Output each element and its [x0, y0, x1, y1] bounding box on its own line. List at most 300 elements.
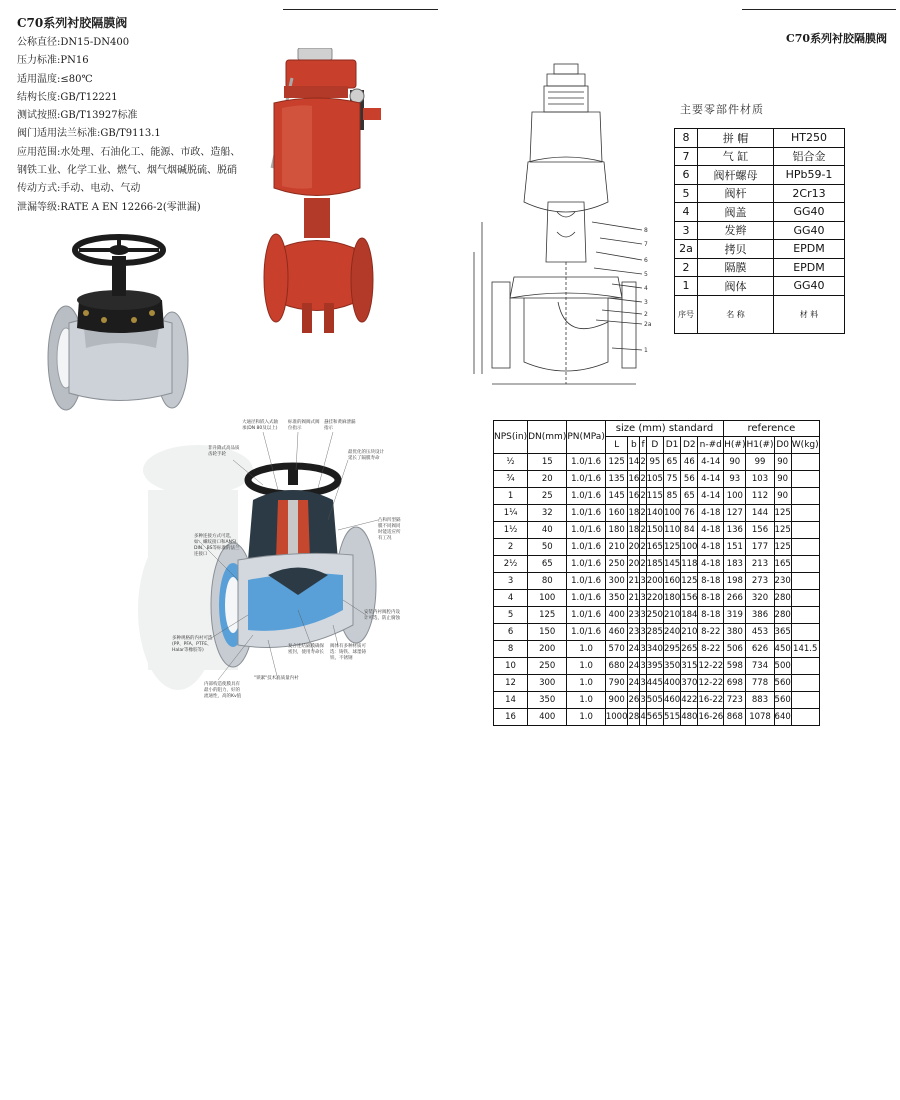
- table-cell: 100: [681, 539, 698, 556]
- table-cell: 40: [528, 522, 567, 539]
- table-cell: 3: [640, 573, 646, 590]
- table-cell: 16-22: [698, 692, 724, 709]
- table-cell: 21: [628, 573, 640, 590]
- parts-cell-material: HT250: [774, 129, 845, 148]
- table-cell: 21: [628, 590, 640, 607]
- table-cell: 1.0/1.6: [567, 556, 606, 573]
- parts-row: [675, 240, 845, 259]
- table-cell: [791, 675, 819, 692]
- table-cell: 883: [746, 692, 774, 709]
- cutaway-label: 非升降式高品质齿轮手轮: [208, 446, 240, 457]
- table-row: [494, 658, 820, 675]
- spec-item: 公称直径:DN15-DN400: [17, 37, 130, 48]
- table-cell: 280: [774, 590, 791, 607]
- parts-row: [675, 184, 845, 203]
- table-cell: 1.0/1.6: [567, 590, 606, 607]
- page-title-right: C70系列衬胶隔膜阀: [786, 32, 888, 45]
- table-cell: 315: [681, 658, 698, 675]
- col-header: D0: [774, 437, 791, 454]
- table-cell: 32: [528, 505, 567, 522]
- table-cell: 200: [528, 641, 567, 658]
- table-cell: 460: [663, 692, 680, 709]
- parts-cell-name: 阀盖: [698, 203, 774, 222]
- table-cell: 1.0/1.6: [567, 522, 606, 539]
- table-cell: 2: [640, 488, 646, 505]
- table-cell: [791, 709, 819, 726]
- table-cell: 340: [646, 641, 663, 658]
- table-cell: 16-26: [698, 709, 724, 726]
- table-cell: 240: [663, 624, 680, 641]
- table-cell: 1.0/1.6: [567, 539, 606, 556]
- table-cell: [791, 624, 819, 641]
- table-cell: 1.0/1.6: [567, 607, 606, 624]
- table-cell: 20: [628, 556, 640, 573]
- parts-cell-material: 铝合金: [774, 147, 845, 166]
- drawing-label: 2a: [644, 321, 652, 328]
- table-cell: 145: [663, 556, 680, 573]
- table-cell: 65: [681, 488, 698, 505]
- table-cell: 3: [640, 641, 646, 658]
- table-cell: 1.0: [567, 658, 606, 675]
- cutaway-label: 最优化的压块设计延长了隔膜寿命: [348, 450, 384, 461]
- table-row: [494, 471, 820, 488]
- table-cell: 136: [724, 522, 746, 539]
- table-cell: 115: [646, 488, 663, 505]
- cutaway-label: 阀体有多种材质可选：铸铁、球墨铸铁、不锈钢: [330, 644, 366, 661]
- table-cell: 93: [724, 471, 746, 488]
- parts-row: [675, 258, 845, 277]
- table-cell: 460: [605, 624, 628, 641]
- drawing-label: 2: [644, 311, 648, 318]
- table-cell: 165: [646, 539, 663, 556]
- table-cell: 150: [646, 522, 663, 539]
- spec-item: 应用范围:水处理、石油化工、能源、市政、造船、: [17, 146, 241, 158]
- parts-cell-name: 气 缸: [698, 147, 774, 166]
- table-cell: 565: [646, 709, 663, 726]
- table-cell: 295: [663, 641, 680, 658]
- table-cell: 125: [774, 522, 791, 539]
- table-cell: 300: [528, 675, 567, 692]
- table-cell: [791, 607, 819, 624]
- table-cell: 300: [605, 573, 628, 590]
- spec-list: [17, 34, 240, 217]
- table-cell: 28: [628, 709, 640, 726]
- table-cell: 12-22: [698, 658, 724, 675]
- col-header: H(#): [724, 437, 746, 454]
- table-cell: ½: [494, 454, 528, 471]
- table-cell: 14: [494, 692, 528, 709]
- drawing-label: 7: [644, 241, 648, 248]
- table-cell: 141.5: [791, 641, 819, 658]
- table-cell: 112: [746, 488, 774, 505]
- col-header: W(kg): [791, 437, 819, 454]
- table-cell: 365: [774, 624, 791, 641]
- table-row: [494, 488, 820, 505]
- table-cell: 4-14: [698, 454, 724, 471]
- table-cell: 16: [628, 471, 640, 488]
- table-cell: ¾: [494, 471, 528, 488]
- table-cell: 200: [646, 573, 663, 590]
- table-cell: 103: [746, 471, 774, 488]
- top-rule-right: [742, 9, 896, 10]
- table-cell: 734: [746, 658, 774, 675]
- table-cell: 350: [605, 590, 628, 607]
- table-cell: 100: [724, 488, 746, 505]
- table-cell: 350: [528, 692, 567, 709]
- table-cell: 10: [494, 658, 528, 675]
- spec-item: 阀门适用法兰标准:GB/T9113.1: [17, 128, 161, 140]
- table-cell: 84: [681, 522, 698, 539]
- parts-table-title: 主要零部件材质: [680, 103, 764, 116]
- parts-cell-no: 2a: [675, 240, 698, 259]
- parts-cell-no: 3: [675, 221, 698, 240]
- table-cell: 1.0/1.6: [567, 471, 606, 488]
- spec-item: 钢铁工业、化学工业、燃气、烟气烟碱脱硫、脱硝: [17, 165, 237, 177]
- table-cell: 144: [746, 505, 774, 522]
- col-header: n-#d: [698, 437, 724, 454]
- table-cell: 265: [681, 641, 698, 658]
- table-cell: 210: [681, 624, 698, 641]
- table-cell: 4-14: [698, 471, 724, 488]
- cutaway-label: 安装内衬阀腔内设计可选，防止腐蚀: [364, 610, 400, 621]
- table-cell: 570: [605, 641, 628, 658]
- table-cell: 160: [663, 573, 680, 590]
- table-cell: 1.0: [567, 675, 606, 692]
- table-cell: 177: [746, 539, 774, 556]
- table-cell: 680: [605, 658, 628, 675]
- table-cell: 285: [646, 624, 663, 641]
- table-cell: 180: [605, 522, 628, 539]
- table-cell: 56: [681, 471, 698, 488]
- spec-item: 传动方式:手动、电动、气动: [17, 183, 141, 195]
- table-row: [494, 624, 820, 641]
- parts-header-no: 序号: [675, 295, 698, 333]
- table-cell: 8-18: [698, 607, 724, 624]
- parts-cell-name: 阀体: [698, 277, 774, 296]
- table-cell: 4-14: [698, 488, 724, 505]
- table-cell: [791, 692, 819, 709]
- table-cell: 213: [746, 556, 774, 573]
- parts-header-name: 名 称: [698, 295, 774, 333]
- table-cell: 210: [605, 539, 628, 556]
- drawing-label: 3: [644, 299, 648, 306]
- table-cell: 65: [528, 556, 567, 573]
- table-cell: [791, 488, 819, 505]
- table-cell: 99: [746, 454, 774, 471]
- parts-cell-no: 5: [675, 184, 698, 203]
- table-cell: 778: [746, 675, 774, 692]
- table-cell: 23: [628, 624, 640, 641]
- table-cell: 250: [528, 658, 567, 675]
- page-title-left: C70系列衬胶隔膜阀: [17, 16, 128, 30]
- table-cell: 100: [528, 590, 567, 607]
- parts-table: [674, 128, 845, 334]
- table-cell: 2: [640, 471, 646, 488]
- table-cell: 1000: [605, 709, 628, 726]
- table-cell: 505: [646, 692, 663, 709]
- table-cell: 125: [774, 505, 791, 522]
- table-cell: 18: [628, 505, 640, 522]
- table-cell: 400: [528, 709, 567, 726]
- pneumatic-valve-image: [262, 48, 387, 333]
- table-cell: 151: [724, 539, 746, 556]
- table-cell: 156: [681, 590, 698, 607]
- parts-row: [675, 147, 845, 166]
- table-row: [494, 573, 820, 590]
- table-cell: 506: [724, 641, 746, 658]
- table-cell: 250: [605, 556, 628, 573]
- table-cell: 20: [628, 539, 640, 556]
- table-cell: 26: [628, 692, 640, 709]
- table-cell: 4-18: [698, 539, 724, 556]
- table-cell: 1: [494, 488, 528, 505]
- table-cell: 25: [528, 488, 567, 505]
- table-cell: 184: [681, 607, 698, 624]
- parts-cell-no: 6: [675, 166, 698, 185]
- table-cell: 3: [640, 692, 646, 709]
- table-cell: 386: [746, 607, 774, 624]
- drawing-label: 5: [644, 271, 648, 278]
- table-row: [494, 454, 820, 471]
- parts-cell-no: 4: [675, 203, 698, 222]
- table-cell: 1½: [494, 522, 528, 539]
- table-cell: 14: [628, 454, 640, 471]
- table-cell: 85: [663, 488, 680, 505]
- spec-item: 测试按照:GB/T13927标准: [17, 110, 138, 122]
- table-row: [494, 641, 820, 658]
- table-cell: 16: [628, 488, 640, 505]
- table-cell: 380: [724, 624, 746, 641]
- col-header-pn: PN(MPa): [567, 421, 606, 454]
- table-cell: 3: [640, 624, 646, 641]
- parts-cell-material: GG40: [774, 203, 845, 222]
- parts-row: [675, 166, 845, 185]
- table-cell: 2½: [494, 556, 528, 573]
- table-cell: 125: [605, 454, 628, 471]
- col-header-dn: DN(mm): [528, 421, 567, 454]
- table-cell: 95: [646, 454, 663, 471]
- cutaway-label: 标准的阀阀式阀位指示: [288, 420, 320, 431]
- table-cell: 515: [663, 709, 680, 726]
- table-cell: 3: [640, 658, 646, 675]
- table-row: [494, 607, 820, 624]
- table-cell: 6: [494, 624, 528, 641]
- table-row: [494, 539, 820, 556]
- table-cell: 1¼: [494, 505, 528, 522]
- table-cell: 24: [628, 675, 640, 692]
- table-cell: 20: [528, 471, 567, 488]
- table-cell: 266: [724, 590, 746, 607]
- table-cell: 140: [646, 505, 663, 522]
- table-cell: 65: [663, 454, 680, 471]
- table-cell: [791, 471, 819, 488]
- table-cell: 1078: [746, 709, 774, 726]
- table-row: [494, 709, 820, 726]
- dimension-table: [493, 420, 820, 726]
- table-cell: 90: [774, 488, 791, 505]
- parts-cell-name: 隔膜: [698, 258, 774, 277]
- col-header: D: [646, 437, 663, 454]
- table-cell: 110: [663, 522, 680, 539]
- drawing-label: 6: [644, 257, 648, 264]
- table-cell: 18: [628, 522, 640, 539]
- table-cell: 15: [528, 454, 567, 471]
- table-cell: [791, 658, 819, 675]
- spec-item: 结构长度:GB/T12221: [17, 91, 118, 103]
- table-cell: 280: [774, 607, 791, 624]
- table-cell: 626: [746, 641, 774, 658]
- drawing-label: 4: [644, 285, 648, 292]
- table-row: [494, 692, 820, 709]
- table-row: [494, 675, 820, 692]
- table-cell: 395: [646, 658, 663, 675]
- table-cell: 127: [724, 505, 746, 522]
- table-cell: 8: [494, 641, 528, 658]
- top-rule-left: [283, 9, 438, 10]
- table-cell: [791, 505, 819, 522]
- table-cell: 1.0/1.6: [567, 505, 606, 522]
- table-cell: 723: [724, 692, 746, 709]
- group-header-size: size (mm) standard: [605, 421, 723, 437]
- parts-cell-name: 发辫: [698, 221, 774, 240]
- table-cell: 500: [774, 658, 791, 675]
- table-cell: 1.0/1.6: [567, 454, 606, 471]
- cutaway-label: 多种连接方式可选，如：螺纹接口和ANSI、DIN、BS等标准的法兰连接口: [194, 534, 241, 557]
- parts-cell-material: GG40: [774, 277, 845, 296]
- table-cell: 350: [663, 658, 680, 675]
- table-cell: [791, 556, 819, 573]
- parts-cell-name: 拷贝: [698, 240, 774, 259]
- table-cell: 76: [681, 505, 698, 522]
- table-cell: 185: [646, 556, 663, 573]
- table-cell: 4-18: [698, 556, 724, 573]
- table-cell: 125: [681, 573, 698, 590]
- table-cell: 80: [528, 573, 567, 590]
- table-cell: 320: [746, 590, 774, 607]
- table-cell: 1.0: [567, 641, 606, 658]
- table-cell: 2: [640, 556, 646, 573]
- table-cell: 105: [646, 471, 663, 488]
- table-cell: 453: [746, 624, 774, 641]
- table-cell: 450: [774, 641, 791, 658]
- table-cell: 165: [774, 556, 791, 573]
- table-cell: 230: [774, 573, 791, 590]
- cutaway-label: 内部构造使膜具有最小的阻力，好的流通性，高的Kv值: [204, 682, 242, 699]
- parts-cell-material: 2Cr13: [774, 184, 845, 203]
- col-header: D2: [681, 437, 698, 454]
- table-cell: 2: [640, 454, 646, 471]
- table-cell: 8-18: [698, 590, 724, 607]
- table-cell: 24: [628, 658, 640, 675]
- table-cell: 4: [494, 590, 528, 607]
- cutaway-label: 凸和凹型隔膜不同阀同时能适应所有工况: [378, 518, 401, 541]
- table-cell: 125: [663, 539, 680, 556]
- table-cell: [791, 590, 819, 607]
- table-cell: 2: [640, 505, 646, 522]
- table-cell: 8-18: [698, 573, 724, 590]
- parts-cell-name: 阀杆螺母: [698, 166, 774, 185]
- table-cell: 125: [774, 539, 791, 556]
- table-cell: 445: [646, 675, 663, 692]
- parts-cell-no: 8: [675, 129, 698, 148]
- cutaway-label: 悬挂和黄麻泄漏指示: [324, 420, 356, 431]
- parts-cell-no: 7: [675, 147, 698, 166]
- table-cell: 2: [640, 522, 646, 539]
- table-cell: 3: [494, 573, 528, 590]
- parts-row: [675, 129, 845, 148]
- table-cell: [791, 539, 819, 556]
- table-cell: 150: [528, 624, 567, 641]
- group-header-reference: reference: [724, 421, 820, 437]
- parts-cell-material: HPb59-1: [774, 166, 845, 185]
- table-cell: 319: [724, 607, 746, 624]
- table-cell: 560: [774, 692, 791, 709]
- table-cell: 4-18: [698, 522, 724, 539]
- table-cell: [791, 454, 819, 471]
- parts-cell-no: 2: [675, 258, 698, 277]
- parts-row: [675, 277, 845, 296]
- table-cell: 273: [746, 573, 774, 590]
- table-row: [494, 556, 820, 573]
- col-header: H1(#): [746, 437, 774, 454]
- technical-drawing: [462, 62, 658, 392]
- table-cell: 16: [494, 709, 528, 726]
- table-cell: 400: [663, 675, 680, 692]
- table-cell: 160: [605, 505, 628, 522]
- table-cell: 23: [628, 607, 640, 624]
- table-cell: [791, 522, 819, 539]
- manual-valve-image: [44, 228, 194, 428]
- col-header: L: [605, 437, 628, 454]
- table-cell: 2: [640, 539, 646, 556]
- table-cell: 3: [640, 675, 646, 692]
- table-cell: 24: [628, 641, 640, 658]
- parts-header-row: [675, 295, 845, 333]
- table-cell: 180: [663, 590, 680, 607]
- table-cell: 868: [724, 709, 746, 726]
- cutaway-label: 大通径和嵌入式轴承(DN 80及以上): [242, 420, 278, 431]
- table-cell: 640: [774, 709, 791, 726]
- cutaway-diagram: [138, 410, 400, 710]
- parts-cell-name: 拼 帽: [698, 129, 774, 148]
- col-header: D1: [663, 437, 680, 454]
- table-cell: 8-22: [698, 624, 724, 641]
- parts-row: [675, 203, 845, 222]
- cutaway-label: 复合连结隔膜确保密封，使用寿命长: [288, 644, 324, 655]
- col-header: b: [628, 437, 640, 454]
- table-cell: 400: [605, 607, 628, 624]
- table-cell: 135: [605, 471, 628, 488]
- parts-cell-material: EPDM: [774, 240, 845, 259]
- table-cell: 3: [640, 607, 646, 624]
- table-cell: 480: [681, 709, 698, 726]
- table-cell: 156: [746, 522, 774, 539]
- table-cell: 3: [640, 590, 646, 607]
- parts-cell-no: 1: [675, 277, 698, 296]
- table-cell: 422: [681, 692, 698, 709]
- table-cell: 1.0/1.6: [567, 573, 606, 590]
- cutaway-label: 多种规格的内衬可选(PP、PFA、PTFE、Halar等橡胶等): [172, 636, 213, 653]
- table-cell: 1.0/1.6: [567, 488, 606, 505]
- spec-item: 压力标准:PN16: [17, 55, 89, 67]
- drawing-label: 1: [644, 347, 648, 354]
- table-row: [494, 522, 820, 539]
- table-cell: 125: [528, 607, 567, 624]
- table-cell: 4: [640, 709, 646, 726]
- table-cell: 370: [681, 675, 698, 692]
- table-cell: 790: [605, 675, 628, 692]
- table-cell: 50: [528, 539, 567, 556]
